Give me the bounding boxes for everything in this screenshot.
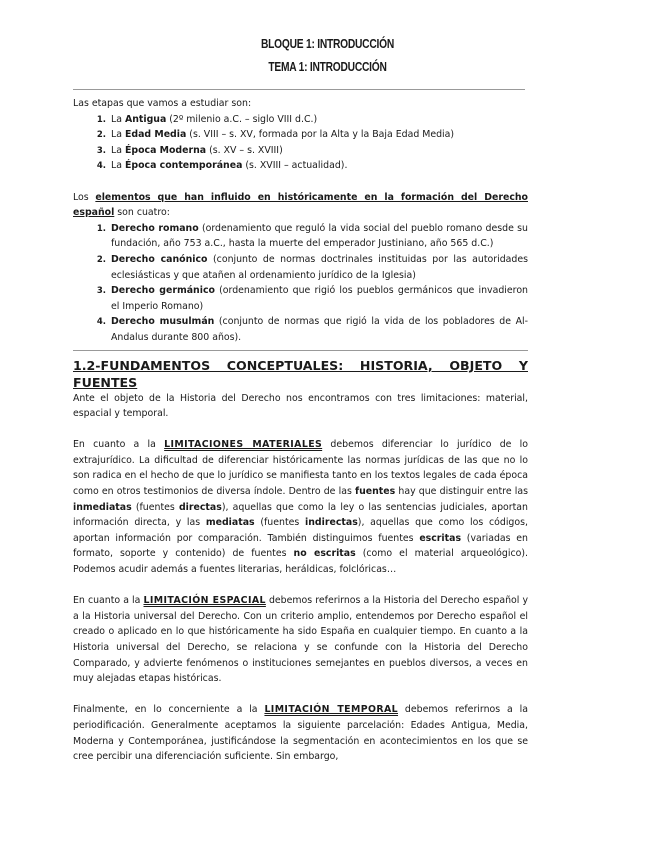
elementos-intro: Los elementos que han influido en históricamente en la formación del Derecho español son cuatro: <box>73 191 528 219</box>
list-item: 4. La Época contemporánea (s. XVIII – actualidad). <box>109 158 528 174</box>
list-item: 3. Derecho germánico (ordenamiento que rigió los pueblos germánicos que invadieron el Imperio Romano) <box>109 283 528 314</box>
temporal-term: LIMITACIÓN TEMPORAL <box>264 704 399 716</box>
section-heading: 1.2-FUNDAMENTOS CONCEPTUALES: HISTORIA, OBJETO Y FUENTES <box>73 357 528 390</box>
materiales-term: LIMITACIONES MATERIALES <box>164 439 323 451</box>
etapas-list <box>73 112 528 174</box>
materiales-paragraph: En cuanto a la LIMITACIONES MATERIALES debemos diferenciar lo jurídico de lo extrajurídico. La dificultad de diferenciar históricamente las normas jurídicas de las que no lo son radica en el hecho de que lo jurídico se manifiesta tanto en los textos legales de cada época como en otros testimonios de diversa índole. Dentro de las fuentes hay que distinguir entre las inmediatas (fuentes directas), aquellas que como la ley o las sentencias judiciales, aportan información directa, y las mediatas (fuentes indirectas), aquellas que como los códigos, aportan información por comparación. También distinguimos fuentes escritas (variadas en formato, soporte y contenido) de fuentes no escritas (como el material arqueológico). Podemos acudir además a fuentes literarias, heráldicas, folclóricas… <box>73 439 528 576</box>
header-divider <box>73 89 525 90</box>
section-intro: Ante el objeto de la Historia del Derecho nos encontramos con tres limitaciones: material, espacial y temporal. <box>73 392 528 420</box>
list-item: 2. Derecho canónico (conjunto de normas doctrinales instituidas por las autoridades eclesiásticas y que atañen al ordenamiento jurídico de la Iglesia) <box>109 252 528 283</box>
bloque-title: BLOQUE 1: INTRODUCCIÓN <box>261 37 394 51</box>
espacial-term: LIMITACIÓN ESPACIAL <box>143 595 266 607</box>
list-item: 3. La Época Moderna (s. XV – s. XVIII) <box>109 143 528 159</box>
list-item: 1. La Antigua (2º milenio a.C. – siglo VIII d.C.) <box>109 112 528 128</box>
etapas-intro: Las etapas que vamos a estudiar son: <box>73 98 252 109</box>
elementos-highlight: elementos que han influido en históricamente en la formación del Derecho español <box>73 191 528 219</box>
document-body <box>73 96 528 765</box>
temporal-paragraph: Finalmente, en lo concerniente a la LIMITACIÓN TEMPORAL debemos referirnos a la periodificación. Generalmente aceptamos la siguiente parcelación: Edades Antigua, Media, Moderna y Contemporánea, justificándose la segmentación en acontecimientos en los que se cree percibir una diferenciación suficiente. Sin embargo, <box>73 704 529 763</box>
list-item: 2. La Edad Media (s. VIII – s. XV, formada por la Alta y la Baja Edad Media) <box>109 127 528 143</box>
espacial-paragraph: En cuanto a la LIMITACIÓN ESPACIAL debemos referirnos a la Historia del Derecho español y a la Historia universal del Derecho. Con un criterio amplio, entendemos por Derecho español el creado o aplicado en lo que históricamente ha sido España en cualquier tiempo. En cuanto a la Historia universal del Derecho, se relaciona y se confunde con la Historia del Derecho Comparado, y advierte fenómenos o instituciones semejantes en pueblos diversos, a veces en muy alejadas etapas históricas. <box>73 595 528 685</box>
section-divider <box>73 350 528 351</box>
list-item: 1. Derecho romano (ordenamiento que reguló la vida social del pueblo romano desde su fundación, año 753 a.C., hasta la muerte del emperador Justiniano, año 565 d.C.) <box>109 221 528 252</box>
list-item: 4. Derecho musulmán (conjunto de normas que rigió la vida de los pobladores de Al-Andalus durante 800 años). <box>109 314 528 345</box>
tema-title: TEMA 1: INTRODUCCIÓN <box>268 60 387 74</box>
elementos-list <box>73 221 528 346</box>
